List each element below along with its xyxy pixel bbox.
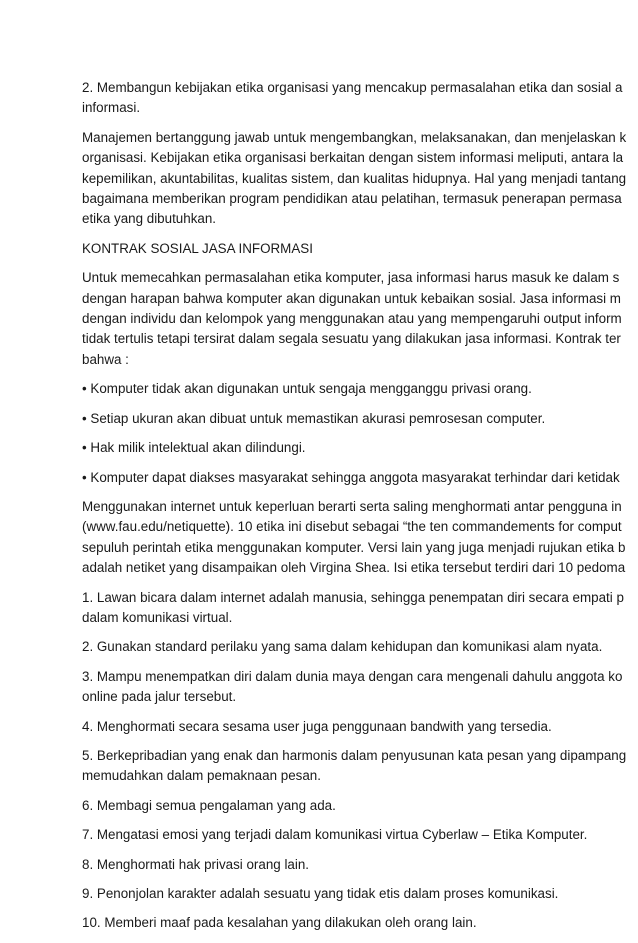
text-line: bagaimana memberikan program pendidikan atau pelatihan, termasuk penerapan permasa xyxy=(82,191,622,207)
text-line: online pada jalur tersebut. xyxy=(82,689,237,705)
text-line: bahwa : xyxy=(82,351,129,367)
text-line: 3. Mampu menempatkan diri dalam dunia maya dengan cara mengenali dahulu anggota ko xyxy=(82,668,623,684)
text-line: Menggunakan internet untuk keperluan berarti serta saling menghormati antar pengguna in xyxy=(82,498,622,514)
section-heading xyxy=(82,239,638,259)
text-line: dengan individu dan kelompok yang menggunakan atau yang mempengaruhi output inform xyxy=(82,311,622,327)
bullet-item xyxy=(82,438,638,458)
numbered-item xyxy=(82,825,638,845)
text-line: • Komputer dapat diakses masyarakat sehingga anggota masyarakat terhindar dari ketidak xyxy=(82,469,620,485)
document-body xyxy=(82,78,638,943)
heading-text: KONTRAK SOSIAL JASA INFORMASI xyxy=(82,240,313,256)
numbered-item xyxy=(82,746,638,787)
numbered-item xyxy=(82,717,638,737)
text-line: 9. Penonjolan karakter adalah sesuatu yang tidak etis dalam proses komunikasi. xyxy=(82,886,559,901)
numbered-item xyxy=(82,884,638,904)
numbered-item xyxy=(82,637,638,657)
paragraph-management xyxy=(82,128,638,230)
text-line: dengan harapan bahwa komputer akan digunakan untuk kebaikan sosial. Jasa informasi m xyxy=(82,290,621,306)
paragraph-social-contract xyxy=(82,268,638,370)
text-line: 2. Gunakan standard perilaku yang sama dalam kehidupan dan komunikasi alam nyata. xyxy=(82,639,603,655)
text-line: 7. Mengatasi emosi yang terjadi dalam komunikasi virtua Cyberlaw – Etika Komputer. xyxy=(82,827,588,843)
paragraph-policy-item xyxy=(82,78,638,119)
text-line: etika yang dibutuhkan. xyxy=(82,211,217,227)
text-line: Untuk memecahkan permasalahan etika komputer, jasa informasi harus masuk ke dalam s xyxy=(82,270,620,286)
bullet-item xyxy=(82,379,638,399)
text-line: 8. Menghormati hak privasi orang lain. xyxy=(82,856,310,872)
text-line: adalah netiket yang disampaikan oleh Virgina Shea. Isi etika tersebut terdiri dari 10 pedoma xyxy=(82,560,626,576)
text-line: dalam komunikasi virtual. xyxy=(82,609,233,625)
bullet-item xyxy=(82,409,638,429)
text-line: 6. Membagi semua pengalaman yang ada. xyxy=(82,797,336,813)
text-line: • Setiap ukuran akan dibuat untuk memastikan akurasi pemrosesan computer. xyxy=(82,410,546,426)
text-line: 10. Memberi maaf pada kesalahan yang dilakukan oleh orang lain. xyxy=(82,915,477,931)
numbered-item xyxy=(82,855,638,875)
numbered-item xyxy=(82,588,638,629)
numbered-item xyxy=(82,796,638,816)
numbered-item xyxy=(82,667,638,708)
numbered-item xyxy=(82,913,638,933)
text-line: 2. Membangun kebijakan etika organisasi yang mencakup permasalahan etika dan sosial a xyxy=(82,80,623,95)
text-line: Manajemen bertanggung jawab untuk mengembangkan, melaksanakan, dan menjelaskan k xyxy=(82,129,627,145)
text-line: (www.fau.edu/netiquette). 10 etika ini disebut sebagai “the ten commandements for comput xyxy=(82,519,622,535)
text-line: organisasi. Kebijakan etika organisasi berkaitan dengan sistem informasi meliputi, antara la xyxy=(82,150,624,166)
text-line: memudahkan dalam pemaknaan pesan. xyxy=(82,768,321,784)
text-line: kepemilikan, akuntabilitas, kualitas sistem, dan kualitas hidupnya. Hal yang menjadi tantang xyxy=(82,170,627,186)
text-line: 4. Menghormati secara sesama user juga penggunaan bandwith yang tersedia. xyxy=(82,718,552,734)
text-line: 1. Lawan bicara dalam internet adalah manusia, sehingga penempatan diri secara empati p xyxy=(82,589,624,605)
text-line: tidak tertulis tetapi tersirat dalam segala sesuatu yang dilakukan jasa informasi. Kontrak ter xyxy=(82,331,621,347)
text-line: sepuluh perintah etika menggunakan komputer. Versi lain yang juga menjadi rujukan etika b xyxy=(82,539,626,555)
text-line: informasi. xyxy=(82,100,141,116)
text-line: 5. Berkepribadian yang enak dan harmonis dalam penyusunan kata pesan yang dipampang xyxy=(82,747,627,763)
text-line: • Hak milik intelektual akan dilindungi. xyxy=(82,440,306,456)
text-line: • Komputer tidak akan digunakan untuk sengaja mengganggu privasi orang. xyxy=(82,381,532,397)
paragraph-netiquette xyxy=(82,497,638,579)
bullet-item xyxy=(82,468,638,488)
